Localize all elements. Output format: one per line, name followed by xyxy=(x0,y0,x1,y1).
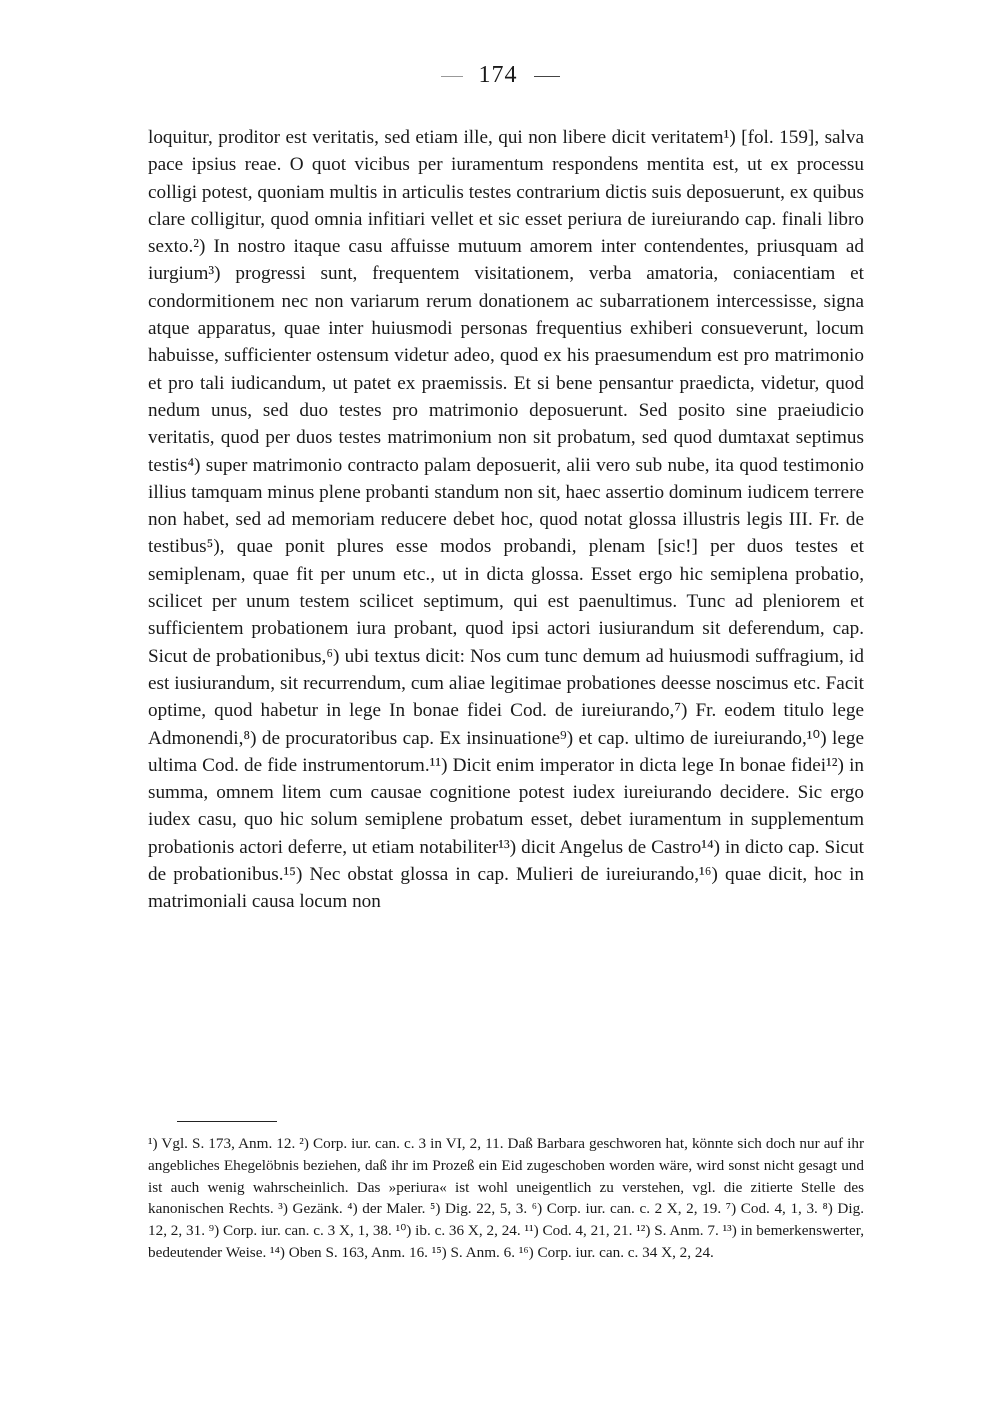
page-number: 174 xyxy=(478,62,518,88)
main-paragraph: loquitur, proditor est veritatis, sed etiam ille, qui non libere dicit veritatem¹) [fol. 159], salva pace ipsius reae. O quot vicibus per iuramentum respondens mentita est, ut ex processu colligi potest, quoniam multis in articulis testes contrarium dictis suis deposuerunt, ex quibus clare colligitur, quod omnia infitiari vellet et sic esset periura de iureiurando cap. finali libro sexto.²) In nostro itaque casu affuisse mutuum amorem inter contendentes, priusquam ad iurgium³) progressi sunt, frequentem visitationem, verba amatoria, coniacentiam et condormitionem nec non variarum rerum donationem ac subarrationem intercessisse, signa atque apparatus, quae inter huiusmodi personas frequentius exhiberi consueverunt, locum habuisse, sufficienter ostensum videtur adeo, quod ex his praesumendum est pro matrimonio et pro tali iudicandum, ut patet ex praemissis. Et si bene pensantur praedicta, videtur, quod nedum unus, sed duo testes pro matrimonio deposuerunt. Sed posito sine praeiudicio veritatis, quod per duos testes matrimonium non sit probatum, sed quod dumtaxat septimus testis⁴) super matrimonio contracto palam deposuerit, alii vero sub nube, ita quod testimonio illius tamquam minus plene probanti standum non sit, haec assertio dominum iudicem terrere non habet, sed ad memoriam reducere debet hoc, quod notat glossa illustris legis III. Fr. de testibus⁵), quae ponit plures esse modos probandi, plenam [sic!] per duos testes et semiplenam, quae fit per unum etc., ut in dicta glossa. Esset ergo hic semiplena probatio, scilicet per unum testem scilicet septimum, qui est paenultimus. Tunc ad pleniorem et sufficientem probationem iura probant, quod ipsi actori iusiurandum sit deferendum, cap. Sicut de probationibus,⁶) ubi textus dicit: Nos cum tunc demum ad huiusmodi suffragium, id est iusiurandum, sit recurrendum, cum aliae legitimae probationes deesse noscimus etc. Facit optime, quod habetur in lege In bonae fidei Cod. de iureiurando,⁷) Fr. eodem titulo lege Admonendi,⁸) de procuratoribus cap. Ex insinuatione⁹) et cap. ultimo de iureiurando,¹⁰) lege ultima Cod. de fide instrumentorum.¹¹) Dicit enim imperator in dicta lege In bonae fidei¹²) in summa, omnem litem cum causae cognitione potest iudex iureiurando decidere. Sic ergo iudex casu, quo hic solum semiplene probatum esset, debet iuramentum in supplementum probationis actori deferre, ut etiam notabiliter¹³) dicit Angelus de Castro¹⁴) in dicto cap. Sicut de probationibus.¹⁵) Nec obstat glossa in cap. Mulieri de iureiurando,¹⁶) quae dicit, hoc in matrimoniali causa locum non xyxy=(148,127,864,913)
header-dash-left xyxy=(441,76,463,77)
page-header xyxy=(0,62,1000,89)
header-dash-right xyxy=(534,76,560,77)
footnotes-text: ¹) Vgl. S. 173, Anm. 12. ²) Corp. iur. can. c. 3 in VI, 2, 11. Daß Barbara geschworen hat, könnte sich doch nur auf ihr angebliches Ehegelöbnis beziehen, daß ihr im Prozeß ein Eid zugeschoben worden wäre, wird sonst nicht gesagt und ist auch wenig wahrscheinlich. Das »periura« ist wohl uneigentlich zu verstehen, vgl. die zitierte Stelle des kanonischen Rechts. ³) Gezänk. ⁴) der Maler. ⁵) Dig. 22, 5, 3. ⁶) Corp. iur. can. c. 2 X, 2, 19. ⁷) Cod. 4, 1, 3. ⁸) Dig. 12, 2, 31. ⁹) Corp. iur. can. c. 3 X, 1, 38. ¹⁰) ib. c. 36 X, 2, 24. ¹¹) Cod. 4, 21, 21. ¹²) S. Anm. 7. ¹³) in bemerkenswerter, bedeutender Weise. ¹⁴) Oben S. 163, Anm. 16. ¹⁵) S. Anm. 6. ¹⁶) Corp. iur. can. c. 34 X, 2, 24. xyxy=(148,1135,864,1261)
footnotes xyxy=(148,1133,864,1264)
footnote-separator xyxy=(177,1121,277,1122)
main-text xyxy=(148,124,864,916)
